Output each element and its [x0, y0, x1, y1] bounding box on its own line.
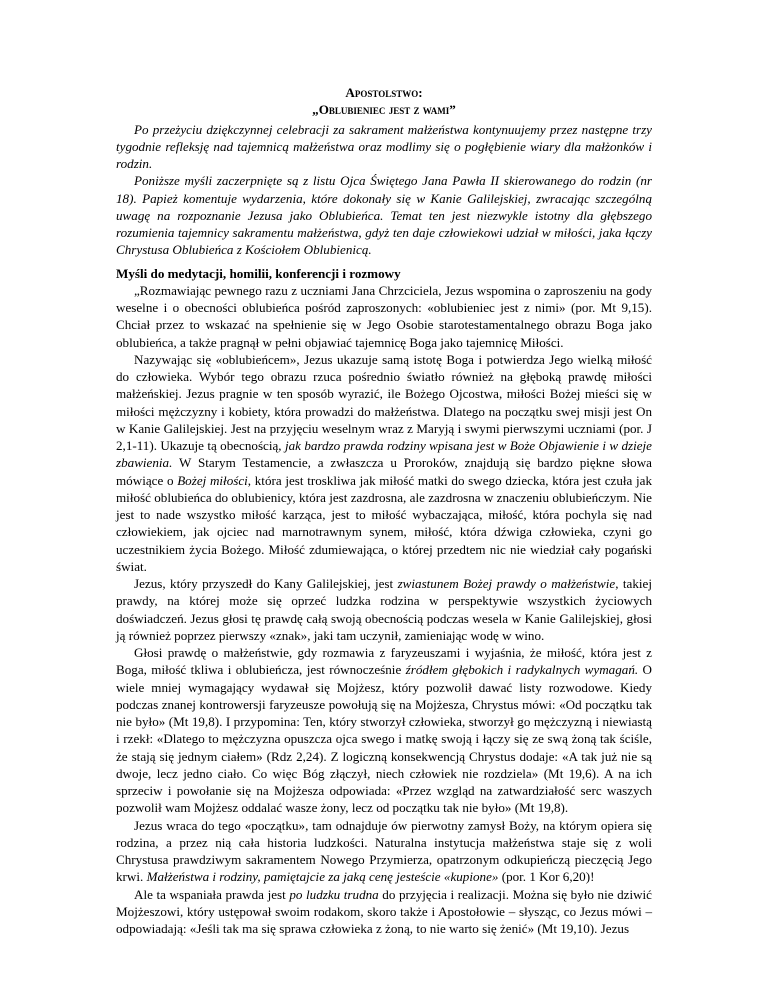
p6-text-a: Ale ta wspaniała prawda jest — [134, 886, 290, 902]
title-oblubieniec: „Oblubieniec jest z wami” — [312, 102, 456, 118]
intro — [116, 121, 652, 259]
p2-emphasis-1: jak bardzo prawda rodziny wpisana jest w Boże Objawienie i w dzieje zbawienia. — [116, 438, 652, 471]
p2-text-c: , która jest troskliwa jak miłość matki do swego dziecka, która jest czuła jak miłość oblubieńca do oblubienicy, która jest zazdrosna, ale zazdrosna w znaczeniu oblubieńczym. Nie jest to nade wszystko miłość karząca, jest to miłość wybaczająca, miłość, która pochyla się nad człowiekiem, jak ojciec nad marnotrawnym synem, miłość, która dźwiga człowieka, czyni go uczestnikiem życia Bożego. Miłość zdumiewająca, o której przedtem nic nie wiedział cały pogański świat. — [116, 472, 653, 574]
p4-text-a: Głosi prawdę o małżeństwie, gdy rozmawia z faryzeuszami i wyjaśnia, że miłość, która jest z Boga, miłość tkliwa i oblubieńcza, jest równocześnie — [116, 645, 652, 678]
p2-emphasis-2: Bożej miłości — [177, 472, 248, 488]
intro-paragraph-1: Po przeżyciu dziękczynnej celebracji za sakrament małżeństwa kontynuujemy przez następne trzy tygodnie refleksję nad tajemnicą małżeństwa oraz modlimy się o pogłębienie wiary dla małżonków i rodzin. — [116, 121, 652, 171]
body-paragraph-4 — [116, 644, 652, 817]
title-apostolstwo: Apostolstwo: — [345, 85, 423, 100]
body-paragraph-3 — [116, 575, 652, 644]
p4-text-b: O wiele mniej wymagający wydawał się Mojżesz, który pozwolił dawać listy rozwodowe. Kiedy podczas znanej kontrowersji faryzeusze powołują się na Mojżesza, Chrystus mówi: «Od początku tak nie było» (Mt 19,8). I przypomina: Ten, który stworzył człowieka, stworzył go mężczyzną i niewiastą i rzekł: «Dlatego to mężczyzna opuszcza ojca swego i matkę swoją i łączy się ze swą żoną tak ściśle, że stają się jednym ciałem» (Rdz 2,24). Z logiczną konsekwencją Chrystus dodaje: «A tak już nie są dwoje, lecz jedno ciało. Co więc Bóg złączył, niech człowiek nie rozdziela» (Mt 19,6). A na ich sprzeciw i powołanie się na Mojżesza odpowiada: «Przez wzgląd na zatwardziałość serc waszych pozwolił wam Mojżesz oddalać wasze żony, lecz od początku tak nie było» (Mt 19,8). — [116, 662, 652, 816]
p6-emphasis: po ludzku trudna — [289, 886, 379, 902]
title-line-2 — [116, 101, 652, 118]
body-paragraph-5 — [116, 817, 652, 886]
p2-text-a: Nazywając się «oblubieńcem», Jezus ukazuje samą istotę Boga i potwierdza Jego wielką miłość do człowieka. Wybór tego obrazu rzuca pośrednio światło również na głęboką prawdę miłości małżeńskiej. Jezus pragnie w ten sposób wyrazić, ile Bożego Ojcostwa, miłości Bożej mieści się w miłości mężczyzny i kobiety, która prowadzi do małżeństwa. Dlatego na początku swej misji jest On w Kanie Galilejskiej. Jest na przyjęciu weselnym wraz z Maryją i swymi pierwszymi uczniami (por. J 2,1-11). Ukazuje tą obecnością, — [116, 351, 652, 453]
p5-emphasis: Małżeństwa i rodziny, pamiętajcie za jaką cenę jesteście «kupione» — [146, 869, 499, 885]
title-line-1 — [116, 84, 652, 101]
p6-text-b: do przyjęcia i realizacji. Można się było nie dziwić Mojżeszowi, który ustępował swoim rodakom, skoro także i Apostołowie – słysząc, co Jezus mówi – odpowiadają: «Jeśli tak ma się sprawa człowieka z żoną, to nie warto się żenić» (Mt 19,10). Jezus — [116, 886, 652, 936]
p5-text-b: (por. 1 Kor 6,20)! — [498, 869, 595, 885]
p3-text-b: , takiej prawdy, na której może się oprzeć ludzka rodzina w perspektywie wszystkich życiowych doświadczeń. Jezus głosi tę prawdę całą swoją obecnością podczas wesela w Kanie Galilejskiej, głosi ją również poprzez pierwszy «znak», jaki tam uczynił, zamieniając wodę w wino. — [116, 576, 652, 643]
body-paragraph-2 — [116, 351, 652, 575]
p2-text-b: W Starym Testamencie, a zwłaszcza u Proroków, znajdują się bardzo piękne słowa mówiące o — [116, 455, 652, 488]
p3-text-a: Jezus, który przyszedł do Kany Galilejskiej, jest — [134, 576, 398, 591]
body-paragraph-1: „Rozmawiając pewnego razu z uczniami Jana Chrzciciela, Jezus wspomina o zaproszeniu na gody weselne i o obecności oblubieńca pośród zaproszonych: «oblubieniec jest z nimi» (por. Mt 9,15). Chciał przez to wskazać na spełnienie się w Jego Osobie starotestamentalnego obrazu Boga jako oblubieńca, a także pragnął w pełni objawiać tajemnicę Boga jako tajemnicę Miłości. — [116, 282, 652, 350]
body-paragraph-6 — [116, 886, 652, 938]
p5-text-a: Jezus wraca do tego «początku», tam odnajduje ów pierwotny zamysł Boży, na którym opiera się rodzina, a przez nią cała historia ludzkości. Naturalna instytucja małżeństwa staje się z woli Chrystusa prawdziwym sakramentem Nowego Przymierza, opatrzonym odkupieńczą pieczęcią Jego krwi. — [116, 817, 652, 885]
section-heading: Myśli do medytacji, homilii, konferencji i rozmowy — [116, 265, 401, 281]
intro-paragraph-2: Poniższe myśli zaczerpnięte są z listu Ojca Świętego Jana Pawła II skierowanego do rodzin (nr 18). Papież komentuje wydarzenia, które dokonały się w Kanie Galilejskiej, zwracając szczególną uwagę na rozpoznanie Jezusa jako Oblubieńca. Temat ten jest niezwykle istotny dla głębszego rozumienia tajemnicy sakramentu małżeństwa, gdyż ten daje człowiekowi udział w miłości, jaka łączy Chrystusa Oblubieńca z Kościołem Oblubienicą. — [116, 173, 652, 258]
p3-emphasis: zwiastunem Bożej prawdy o małżeństwie — [397, 576, 616, 591]
p4-emphasis: źródłem głębokich i radykalnych wymagań. — [405, 662, 639, 678]
